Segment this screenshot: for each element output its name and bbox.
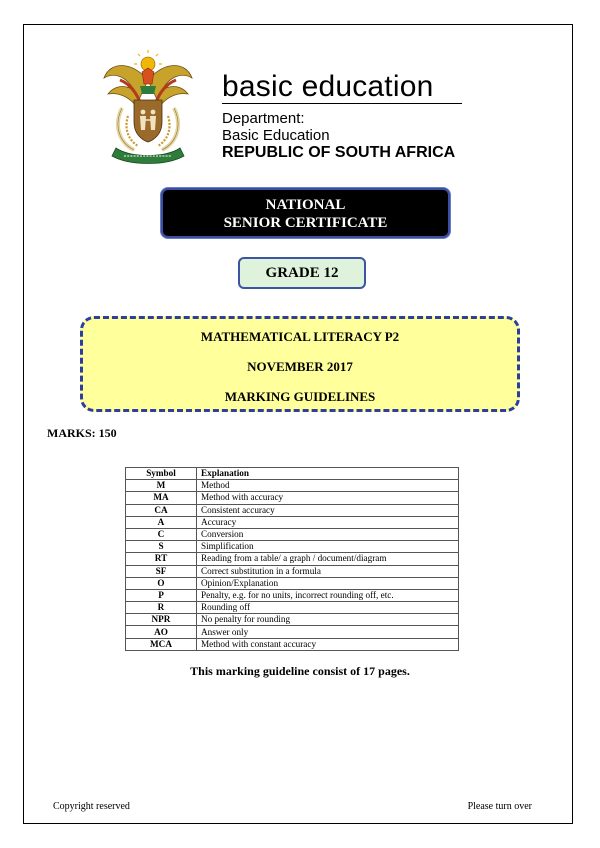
brand-underline	[222, 103, 462, 104]
table-row	[126, 577, 459, 589]
header-explanation: Explanation	[197, 468, 459, 480]
table-row	[126, 504, 459, 516]
symbol-cell: AO	[126, 626, 197, 638]
explanation-cell: Accuracy	[197, 516, 459, 528]
symbol-cell: CA	[126, 504, 197, 516]
explanation-cell: Rounding off	[197, 602, 459, 614]
explanation-cell: Method with accuracy	[197, 492, 459, 504]
symbol-cell: RT	[126, 553, 197, 565]
department-block	[222, 110, 455, 161]
exam-date: NOVEMBER 2017	[247, 359, 353, 374]
symbol-cell: A	[126, 516, 197, 528]
explanation-cell: Opinion/Explanation	[197, 577, 459, 589]
explanation-cell: Penalty, e.g. for no units, incorrect rounding off, etc.	[197, 589, 459, 601]
explanation-cell: Reading from a table/ a graph / document/diagram	[197, 553, 459, 565]
brand-title: basic education	[222, 70, 434, 103]
footer-turn-over: Please turn over	[467, 801, 532, 812]
department-label: Department:	[222, 110, 305, 127]
symbol-cell: SF	[126, 565, 197, 577]
table-row	[126, 492, 459, 504]
explanation-cell: Simplification	[197, 541, 459, 553]
symbol-cell: MCA	[126, 638, 197, 650]
explanation-cell: Consistent accuracy	[197, 504, 459, 516]
symbol-cell: C	[126, 528, 197, 540]
header-symbol: Symbol	[126, 468, 197, 480]
banner-line-2: SENIOR CERTIFICATE	[223, 215, 388, 231]
explanation-cell: Answer only	[197, 626, 459, 638]
symbol-cell: S	[126, 541, 197, 553]
table-row	[126, 614, 459, 626]
explanation-cell: No penalty for rounding	[197, 614, 459, 626]
symbol-cell: P	[126, 589, 197, 601]
table-row	[126, 528, 459, 540]
subject-title: MATHEMATICAL LITERACY P2	[200, 329, 400, 344]
table-row	[126, 602, 459, 614]
table-header-row	[126, 468, 459, 480]
explanation-cell: Conversion	[197, 528, 459, 540]
department-name: Basic Education	[222, 127, 330, 144]
table-row	[126, 480, 459, 492]
symbol-cell: MA	[126, 492, 197, 504]
page-count-note: This marking guideline consist of 17 pages.	[190, 664, 410, 678]
table-row	[126, 638, 459, 650]
table-row	[126, 541, 459, 553]
explanation-cell: Correct substitution in a formula	[197, 565, 459, 577]
symbol-cell: O	[126, 577, 197, 589]
table-row	[126, 565, 459, 577]
coat-of-arms-icon	[100, 50, 196, 170]
certificate-banner	[161, 188, 450, 238]
banner-line-1: NATIONAL	[265, 197, 346, 213]
table-row	[126, 516, 459, 528]
symbol-cell: R	[126, 602, 197, 614]
table-body	[126, 480, 459, 651]
grade-badge: GRADE 12	[238, 257, 366, 289]
subject-box	[80, 316, 520, 412]
country-name: REPUBLIC OF SOUTH AFRICA	[222, 144, 456, 161]
explanation-cell: Method with constant accuracy	[197, 638, 459, 650]
table-row	[126, 589, 459, 601]
footer-copyright: Copyright reserved	[53, 801, 130, 812]
document-type: MARKING GUIDELINES	[224, 389, 376, 404]
symbol-cell: NPR	[126, 614, 197, 626]
marks-total: MARKS: 150	[47, 426, 117, 440]
explanation-cell: Method	[197, 480, 459, 492]
symbol-cell: M	[126, 480, 197, 492]
table-row	[126, 626, 459, 638]
symbol-table	[125, 467, 459, 651]
table-row	[126, 553, 459, 565]
